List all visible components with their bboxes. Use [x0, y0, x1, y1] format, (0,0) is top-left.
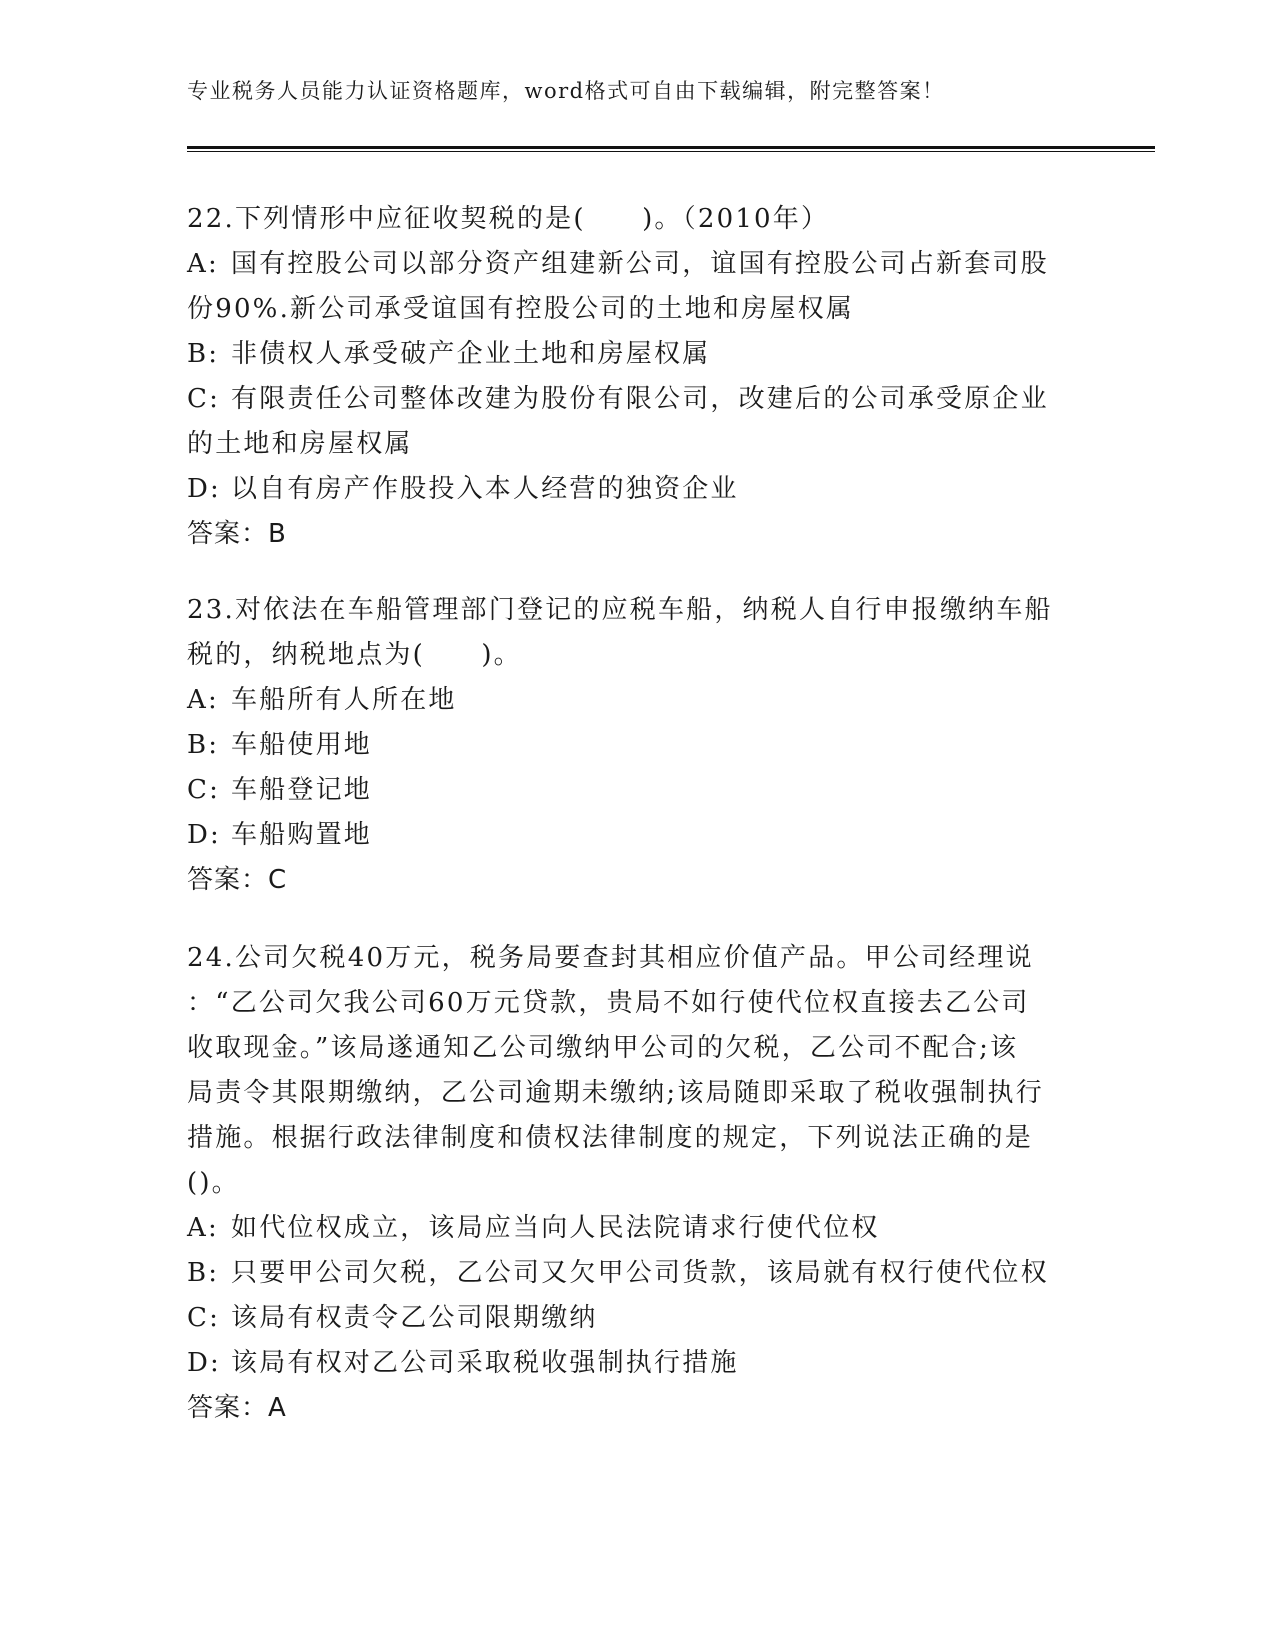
option-d	[187, 467, 1077, 512]
option-letter: C:	[187, 384, 221, 414]
option-c-continued: 的土地和房屋权属	[187, 429, 413, 459]
option-text: 车船登记地	[231, 775, 373, 805]
question-23	[187, 588, 1077, 903]
option-text: 如代位权成立，该局应当向人民法院请求行使代位权	[231, 1213, 880, 1243]
option-c	[187, 377, 1077, 422]
option-letter: A:	[187, 1213, 219, 1243]
option-a-continued: 份90%.新公司承受谊国有控股公司的土地和房屋权属	[187, 294, 855, 324]
option-letter: D:	[187, 474, 222, 504]
answer-label: 答案：A	[187, 1393, 287, 1423]
option-letter: C:	[187, 1303, 221, 1333]
question-stem: 23.对依法在车船管理部门登记的应税车船，纳税人自行申报缴纳车船	[187, 595, 1053, 625]
question-stem-continued: 收取现金。”该局遂通知乙公司缴纳甲公司的欠税，乙公司不配合;该	[187, 1033, 1019, 1063]
question-stem-continued: 税的，纳税地点为( )。	[187, 640, 522, 670]
option-text: 只要甲公司欠税，乙公司又欠甲公司货款，该局就有权行使代位权	[231, 1258, 1049, 1288]
option-text: 车船所有人所在地	[231, 685, 457, 715]
option-letter: A:	[187, 685, 219, 715]
option-text: 有限责任公司整体改建为股份有限公司，改建后的公司承受原企业	[231, 384, 1049, 414]
question-stem-continued: 措施。根据行政法律制度和债权法律制度的规定，下列说法正确的是	[187, 1123, 1034, 1153]
option-letter: C:	[187, 775, 221, 805]
option-letter: B:	[187, 1258, 220, 1288]
question-22	[187, 197, 1077, 557]
option-text: 国有控股公司以部分资产组建新公司，谊国有控股公司占新套司股	[231, 249, 1049, 279]
page-header: 专业税务人员能力认证资格题库，word格式可自由下载编辑，附完整答案！	[187, 79, 945, 103]
question-stem-continued: ：“乙公司欠我公司60万元贷款，贵局不如行使代位权直接去乙公司	[187, 988, 1030, 1018]
option-b	[187, 723, 1077, 768]
option-a	[187, 678, 1077, 723]
option-c	[187, 768, 1077, 813]
option-b	[187, 1251, 1077, 1296]
option-c	[187, 1296, 1077, 1341]
option-text: 车船购置地	[231, 820, 373, 850]
option-letter: A:	[187, 249, 219, 279]
option-letter: D:	[187, 1348, 222, 1378]
option-text: 该局有权责令乙公司限期缴纳	[231, 1303, 598, 1333]
answer-label: 答案：C	[187, 865, 288, 895]
option-a	[187, 1206, 1077, 1251]
option-d	[187, 1341, 1077, 1386]
option-text: 车船使用地	[231, 730, 373, 760]
question-stem-continued: ()。	[187, 1168, 240, 1198]
option-text: 以自有房产作股投入本人经营的独资企业	[231, 474, 739, 504]
answer-label: 答案：B	[187, 519, 287, 549]
question-stem: 24.公司欠税40万元，税务局要查封其相应价值产品。甲公司经理说	[187, 943, 1034, 973]
header-divider-thick	[187, 146, 1155, 149]
option-text: 非债权人承受破产企业土地和房屋权属	[231, 339, 711, 369]
option-text: 该局有权对乙公司采取税收强制执行措施	[231, 1348, 739, 1378]
header-divider-thin	[187, 151, 1155, 152]
option-letter: B:	[187, 339, 220, 369]
option-b	[187, 332, 1077, 377]
option-letter: B:	[187, 730, 220, 760]
option-a	[187, 242, 1077, 287]
option-letter: D:	[187, 820, 222, 850]
question-stem: 22.下列情形中应征收契税的是( )。（2010年）	[187, 204, 830, 234]
question-24	[187, 936, 1077, 1431]
option-d	[187, 813, 1077, 858]
question-stem-continued: 局责令其限期缴纳，乙公司逾期未缴纳;该局随即采取了税收强制执行	[187, 1078, 1044, 1108]
